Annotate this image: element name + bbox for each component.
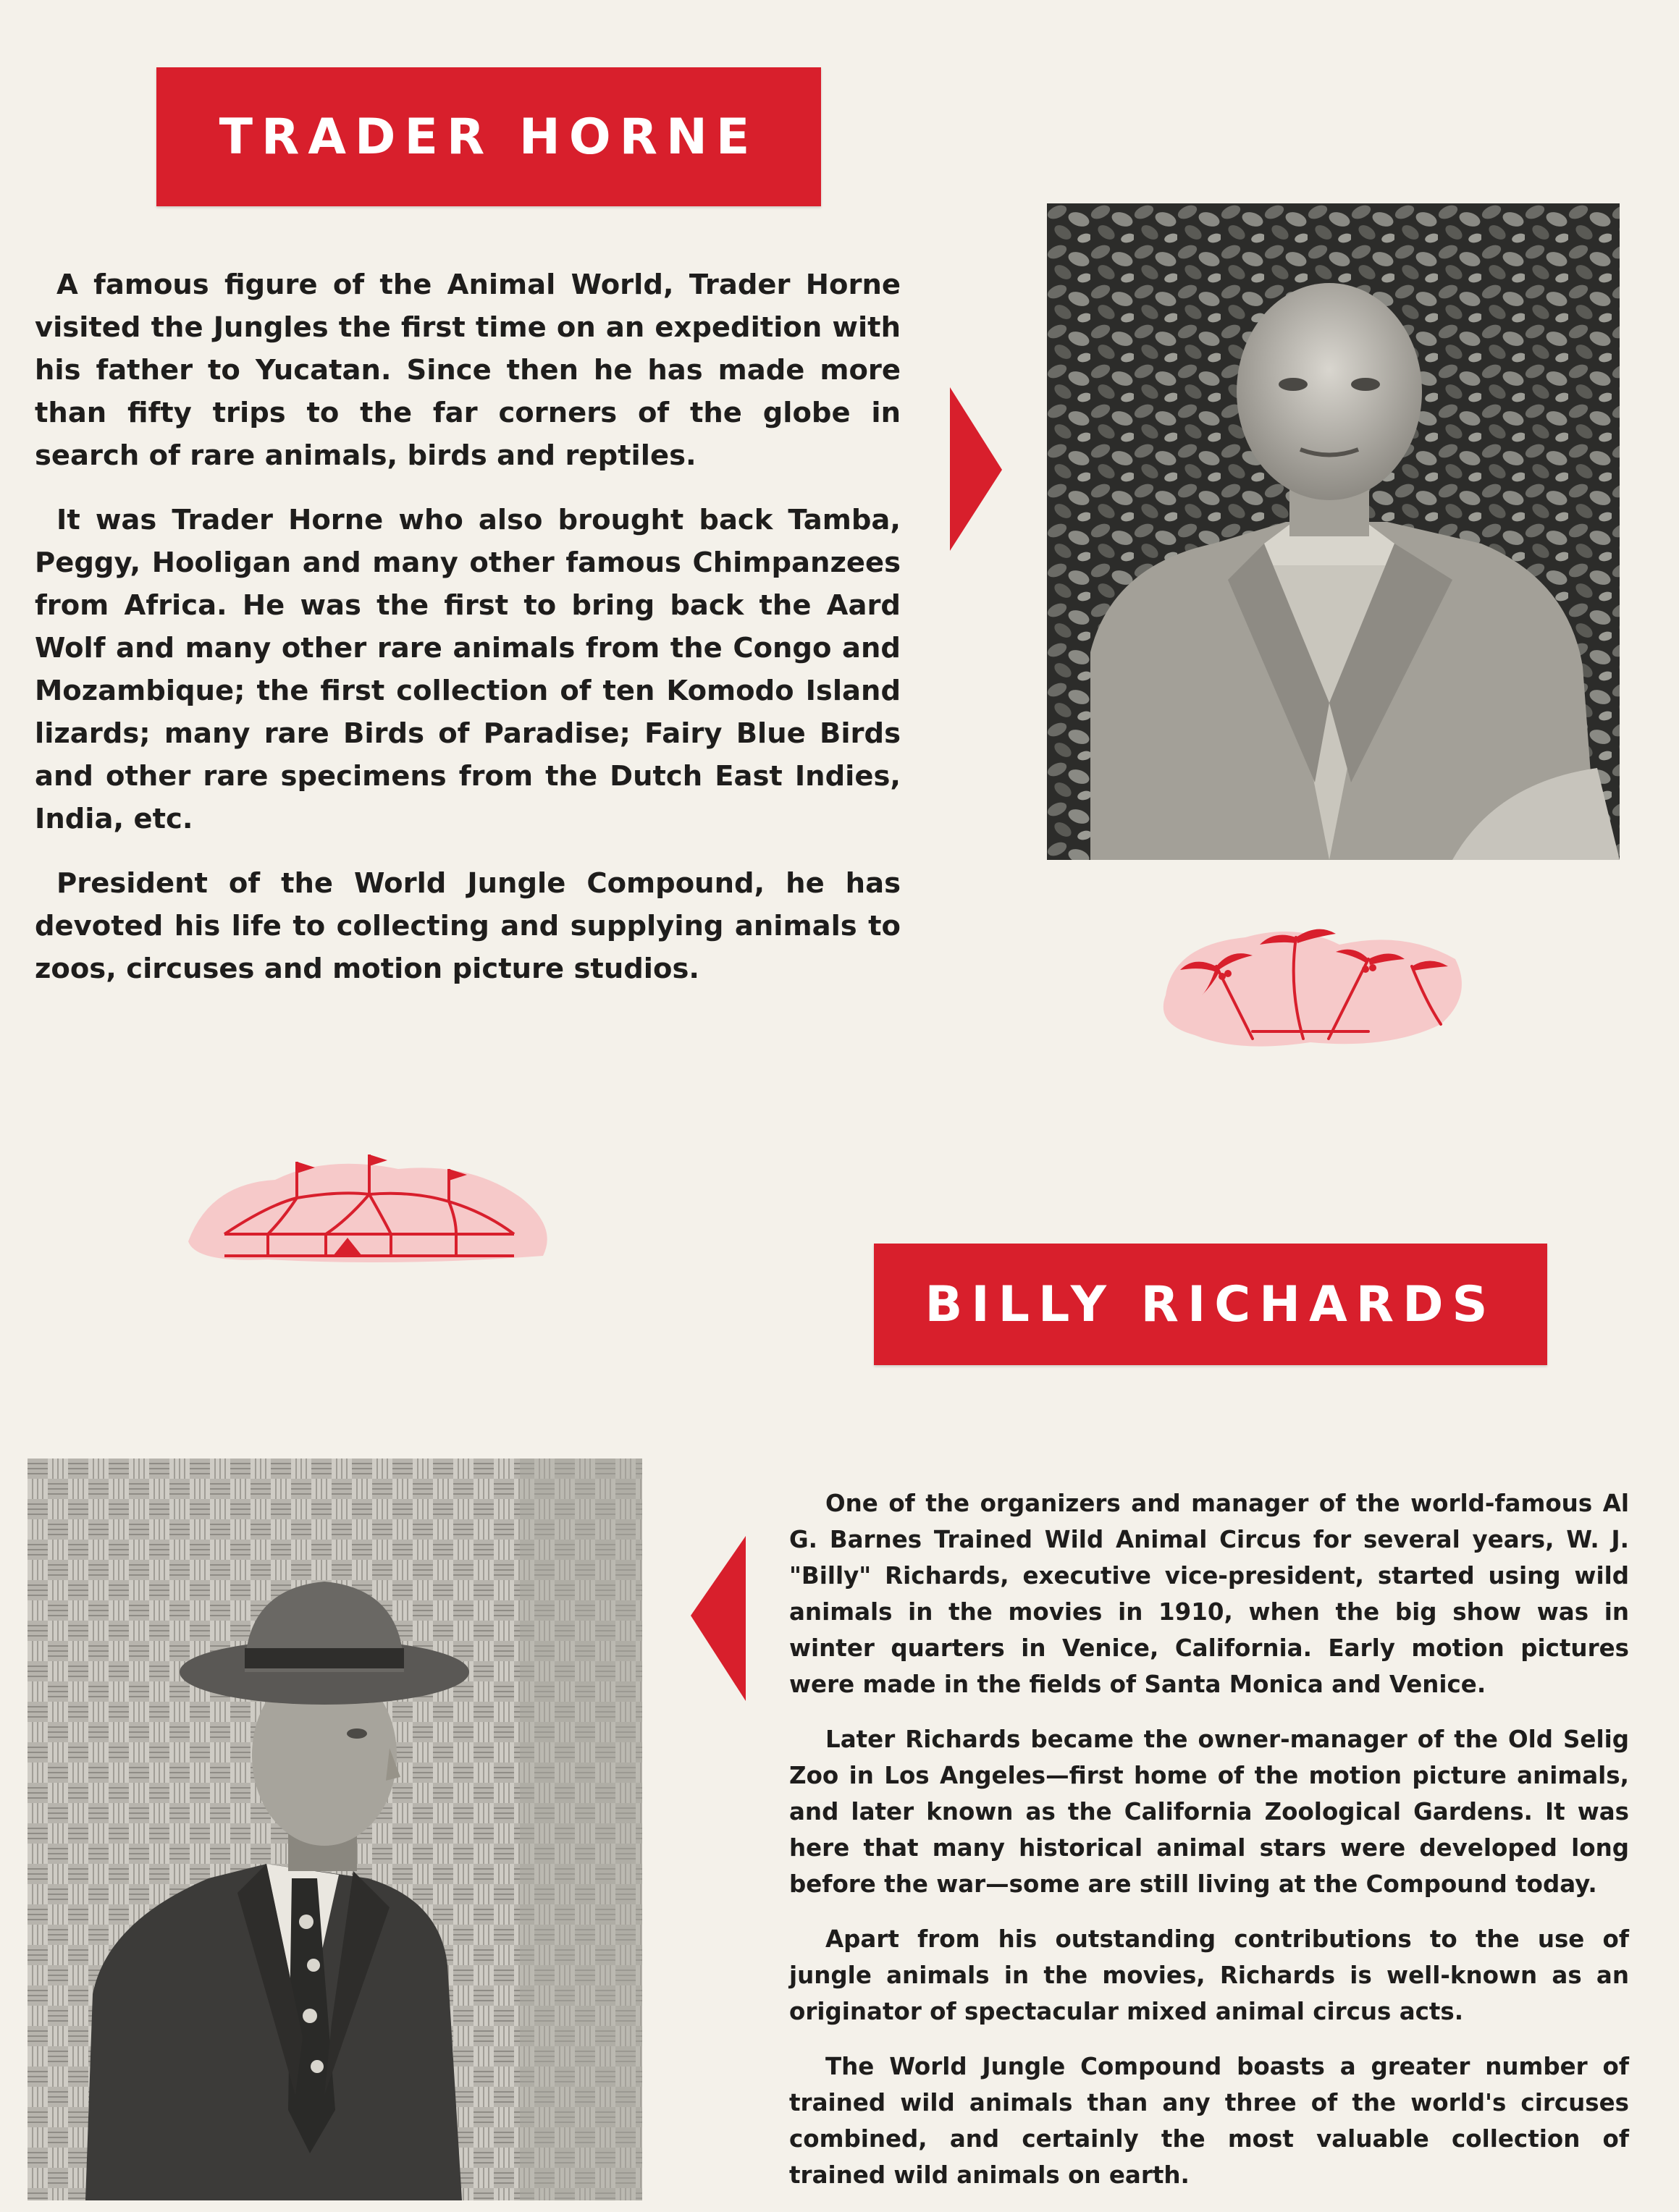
- palm-trees-icon: [1151, 916, 1470, 1053]
- billy-richards-paragraph-1: One of the organizers and manager of the world-famous Al G. Barnes Trained Wild Animal Circus for several years, W. J. "Billy" Richards, executive vice-president, started using wild animals in the movies in 1910, when the big show was in winter quarters in Venice, California. Early motion pictures were made in the fields of Santa Monica and Venice.: [789, 1490, 1629, 1698]
- billy-richards-title-banner: [874, 1244, 1547, 1365]
- billy-richards-photo: [28, 1459, 642, 2200]
- billy-richards-title: BILLY RICHARDS: [925, 1275, 1497, 1333]
- billy-richards-paragraph-3: Apart from his outstanding contributions to the use of jungle animals in the movies, Richards is well-known as an originator of spectacular mixed animal circus acts.: [789, 1925, 1629, 2025]
- trader-horne-paragraph-1: A famous figure of the Animal World, Trader Horne visited the Jungles the first time on an expedition with his father to Yucatan. Since then he has made more than fifty trips to the far corners of the globe in search of rare animals, birds and reptiles.: [35, 269, 901, 472]
- red-arrow-left-icon: [689, 1536, 747, 1702]
- billy-richards-paragraph-4: The World Jungle Compound boasts a greater number of trained wild animals than any three of the world's circuses combined, and certainly the most valuable collection of trained wild animals on earth.: [789, 2053, 1629, 2189]
- trader-horne-paragraph-3: President of the World Jungle Compound, he has devoted his life to collecting and supplying animals to zoos, circuses and motion picture studios.: [35, 867, 901, 985]
- circus-tent-icon: [181, 1140, 557, 1263]
- billy-richards-portrait-image: [28, 1459, 642, 2200]
- trader-horne-paragraph-2: It was Trader Horne who also brought back Tamba, Peggy, Hooligan and many other famous Chimpanzees from Africa. He was the first to bring back the Aard Wolf and many other rare animals from the Congo and Mozambique; the first collection of ten Komodo Island lizards; many rare Birds of Paradise; Fairy Blue Birds and other rare specimens from the Dutch East Indies, India, etc.: [35, 504, 901, 835]
- trader-horne-title-banner: [156, 67, 821, 206]
- trader-horne-title: TRADER HORNE: [219, 108, 759, 166]
- billy-richards-paragraph-2: Later Richards became the owner-manager of the Old Selig Zoo in Los Angeles—first home of the motion picture animals, and later known as the California Zoological Gardens. It was here that many historical animal stars were developed long before the war—some are still living at the Compound today.: [789, 1726, 1629, 1898]
- trader-horne-photo: [1047, 203, 1620, 860]
- red-arrow-right-icon: [948, 387, 1003, 552]
- trader-horne-bio: [35, 263, 901, 1012]
- billy-richards-bio: [789, 1485, 1629, 2212]
- trader-horne-portrait-image: [1047, 203, 1620, 860]
